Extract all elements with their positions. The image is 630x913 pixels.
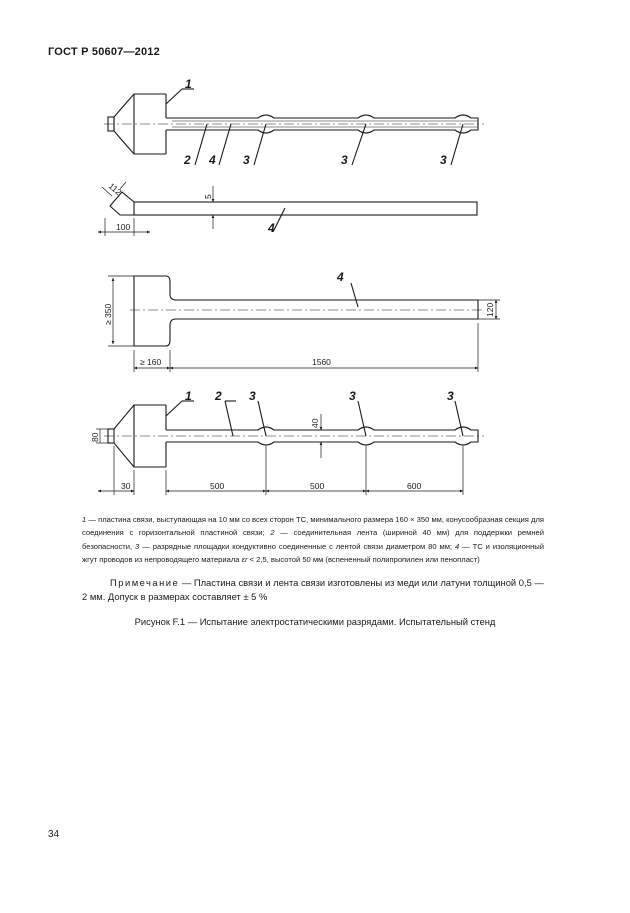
dim-80: 80 xyxy=(90,432,100,442)
dim-112: 112 xyxy=(106,180,124,198)
dim-160: ≥ 160 xyxy=(140,357,162,367)
figure-legend: 1 — пластина связи, выступающая на 10 мм со всех сторон ТС, минимального размера 160 × 350 мм, конусообразная секция для соединения с горизонтальной пластиной связи; 2 — соединительная лента (шириной 40 мм) для поддержки ремней безопасности, 3 — разрядные площадки кондуктивно соединенные с лентой связи диаметром 80 мм; 4 — ТС и изоляционный жгут проводов из непроводящего материала εr < 2,5, высотой 50 мм (вспененный полипропилен или пенопласт) xyxy=(82,515,545,565)
label-3c-view4: 3 xyxy=(447,389,454,403)
dim-600: 600 xyxy=(407,481,422,491)
label-3a-view1: 3 xyxy=(243,153,250,167)
view-3 xyxy=(108,276,500,372)
label-4-view3: 4 xyxy=(337,270,344,284)
view-2 xyxy=(98,182,477,236)
label-3b-view4: 3 xyxy=(349,389,356,403)
view-4 xyxy=(96,401,484,495)
label-3c-view1: 3 xyxy=(440,153,447,167)
figure-caption: Рисунок F.1 — Испытание электростатическими разрядами. Испытательный стенд xyxy=(134,616,496,627)
label-2-view4: 2 xyxy=(215,389,222,403)
dim-120: 120 xyxy=(485,302,495,317)
label-3b-view1: 3 xyxy=(341,153,348,167)
dim-500b: 500 xyxy=(310,481,325,491)
label-4-view2: 4 xyxy=(268,221,275,235)
figure-note xyxy=(82,576,547,604)
note-text: — Пластина связи и лента связи изготовлены из меди или латуни толщиной 0,5 — 2 мм. Допуск в размерах составляет ± 5 % xyxy=(82,577,544,602)
page-number: 34 xyxy=(48,829,60,840)
dim-1560: 1560 xyxy=(312,357,331,367)
view-1 xyxy=(104,89,484,165)
label-1-view4: 1 xyxy=(185,389,192,403)
dim-100: 100 xyxy=(116,222,131,232)
standard-header: ГОСТ Р 50607—2012 xyxy=(48,46,160,58)
dim-500a: 500 xyxy=(210,481,225,491)
label-1-view1: 1 xyxy=(185,77,192,91)
dim-30: 30 xyxy=(121,481,131,491)
dim-5: 5 xyxy=(203,194,213,199)
dim-350: ≥ 350 xyxy=(103,303,113,325)
label-2-view1: 2 xyxy=(184,153,191,167)
label-4-view1: 4 xyxy=(209,153,216,167)
note-label: Примечание xyxy=(110,577,180,588)
label-3a-view4: 3 xyxy=(249,389,256,403)
dim-40: 40 xyxy=(310,418,320,428)
